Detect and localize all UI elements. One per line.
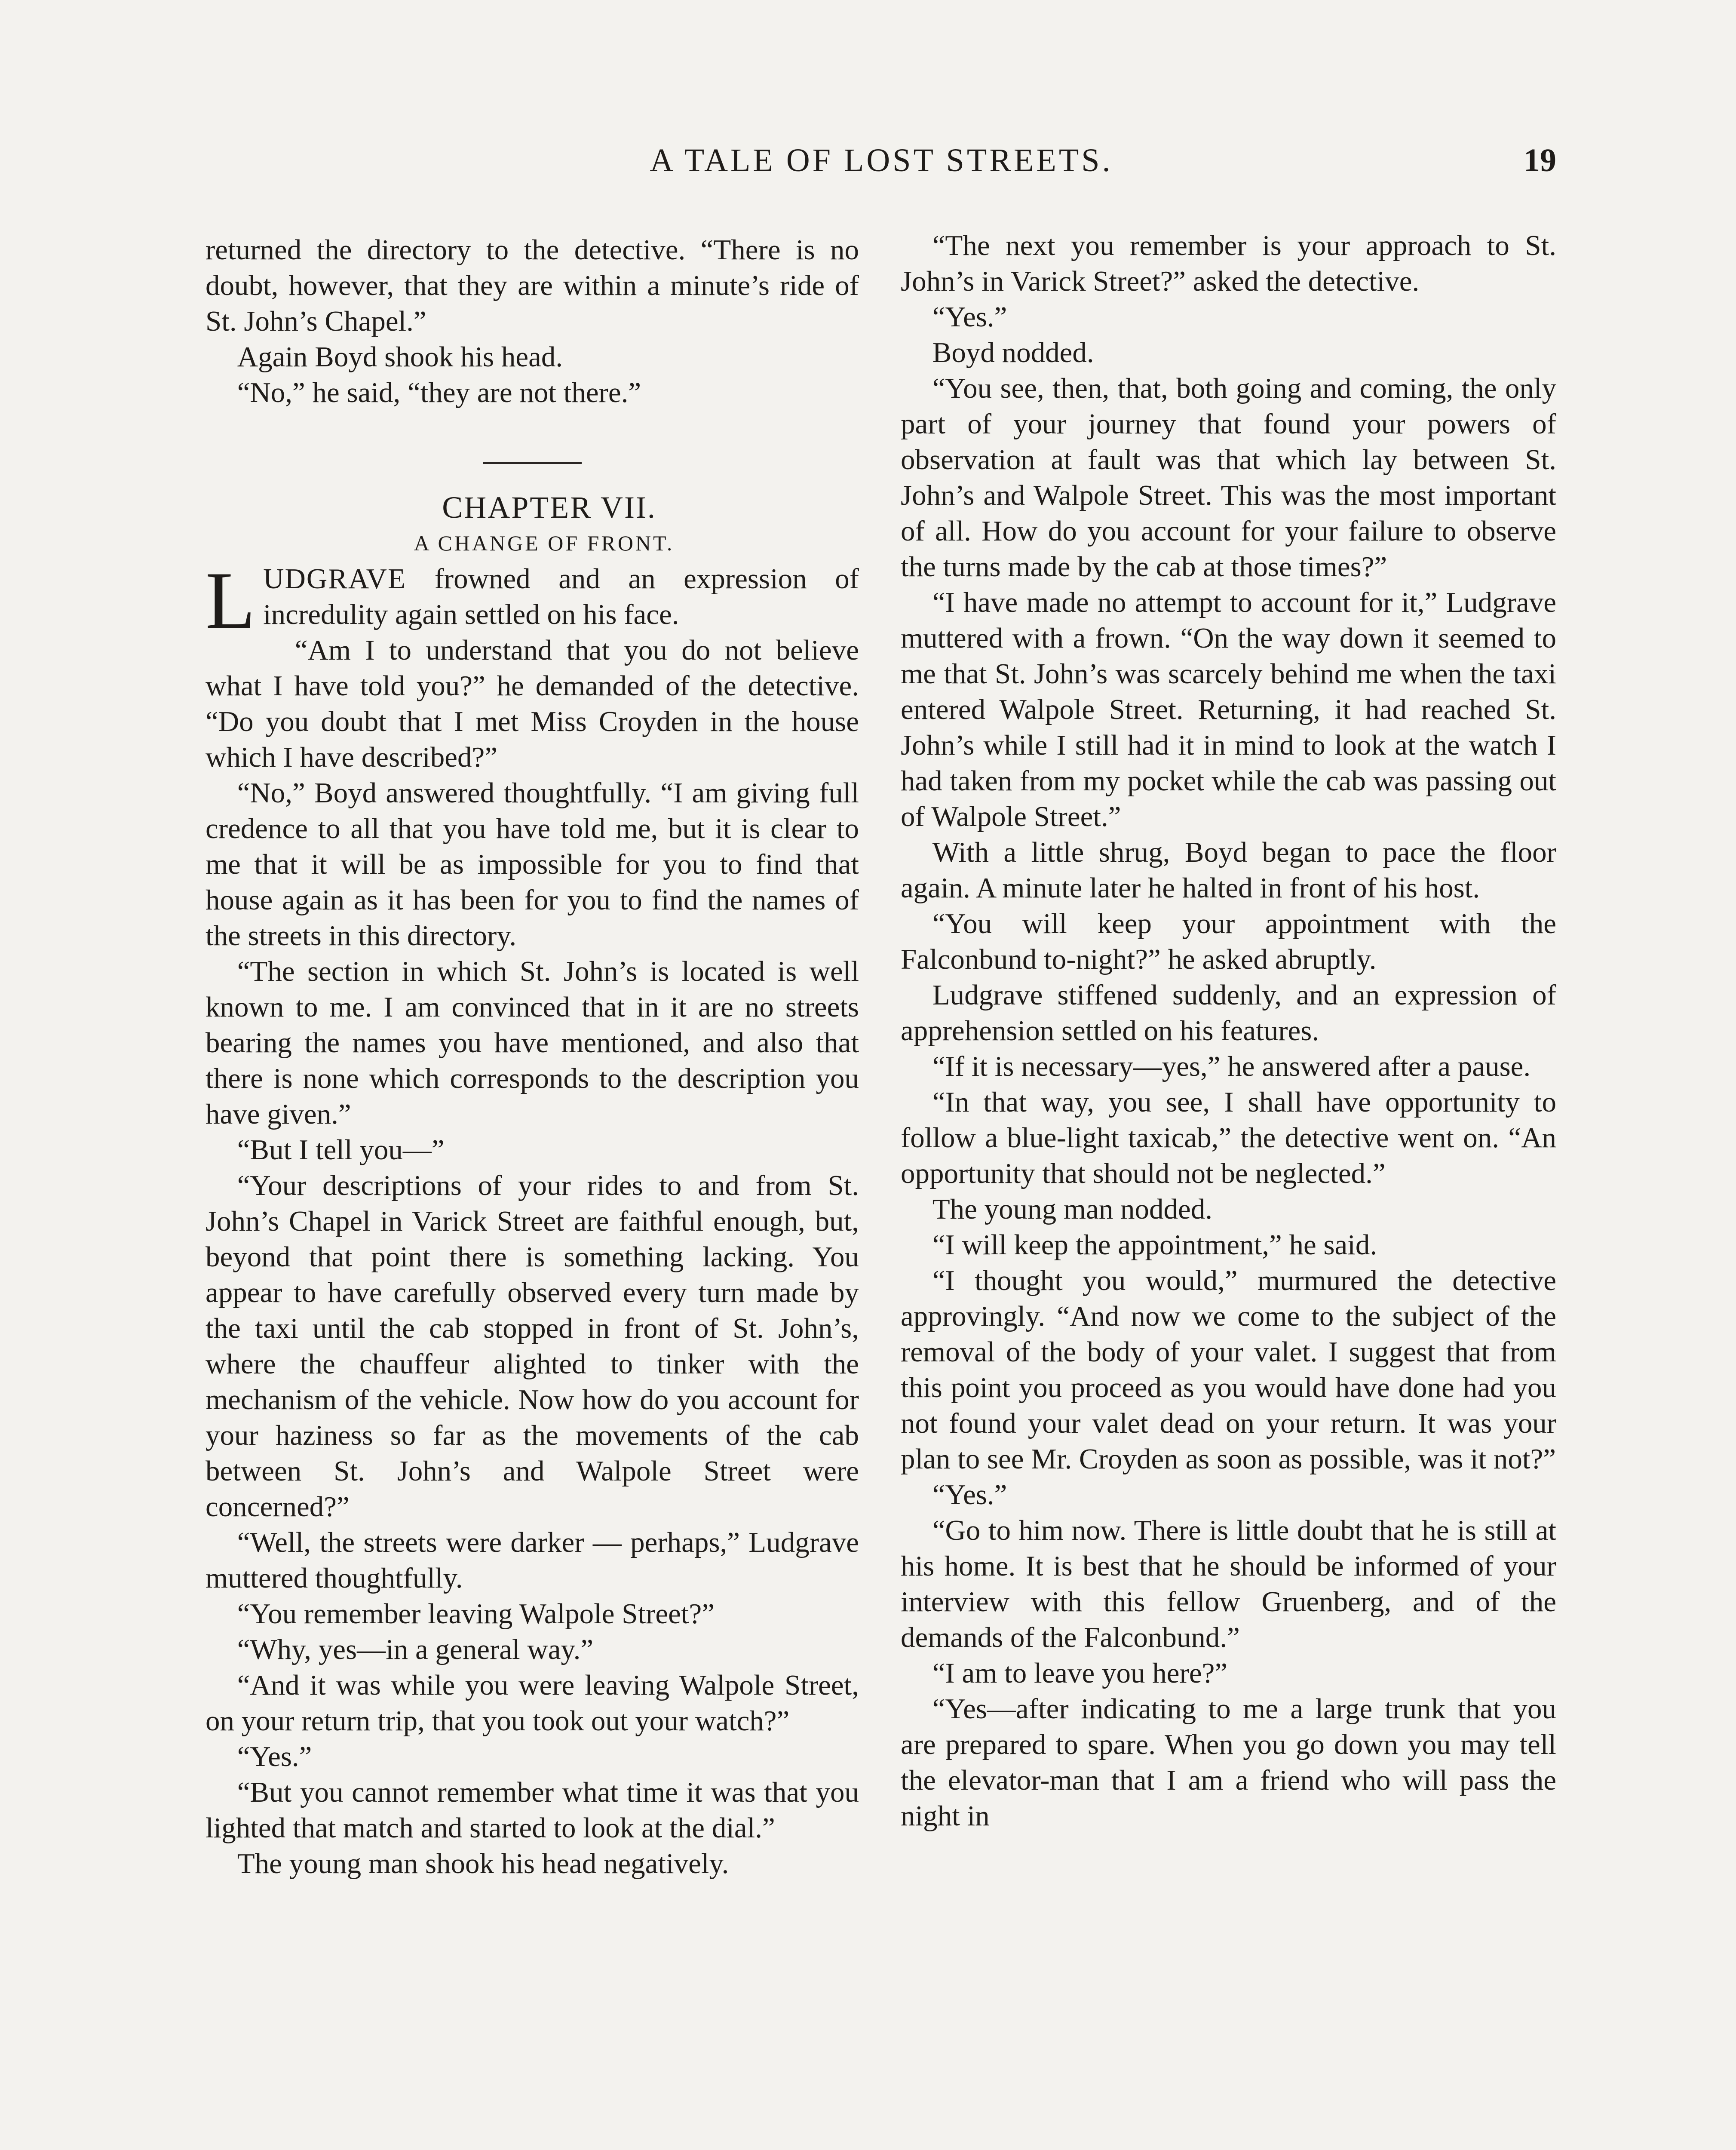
- paragraph: “You remember leaving Walpole Street?”: [237, 1598, 715, 1630]
- chapter-title: CHAPTER VII.: [442, 490, 656, 525]
- paragraph: “Go to him now. There is little doubt that he is still at his home. It is best that he should be informed of your interview with this fellow Gruenberg, and of the demands of the Falconbund.”: [901, 1514, 1556, 1653]
- paragraph: “Am I to understand that you do not believe what I have told you?” he demanded of the detective. “Do you doubt that I met Miss Croyden in the house which I have described?”: [205, 634, 859, 773]
- paragraph: “I will keep the appointment,” he said.: [932, 1229, 1377, 1261]
- paragraph: “The section in which St. John’s is located is well known to me. I am convinced that in it are no streets bearing the names you have mentioned, and also that there is none which corresponds to the description you have given.”: [205, 955, 859, 1130]
- paragraph: “Why, yes—in a general way.”: [237, 1634, 594, 1665]
- chapter-opening-paragraph: [205, 556, 859, 646]
- paragraph: Again Boyd shook his head.: [237, 341, 563, 373]
- paragraph: “No,” he said, “they are not there.”: [237, 377, 641, 408]
- paragraph: “Yes.”: [932, 1479, 1007, 1511]
- paragraph: “Yes.”: [932, 301, 1007, 333]
- paragraph: “The next you remember is your approach to St. John’s in Varick Street?” asked the detective.: [901, 230, 1556, 297]
- paragraph: “I thought you would,” murmured the detective approvingly. “And now we come to the subject of the removal of the body of your valet. I suggest that from this point you proceed as you would have done had you not found your valet dead on your return. It was your plan to see Mr. Croyden as soon as possible, was it not?”: [901, 1265, 1556, 1475]
- paragraph: “You will keep your appointment with the Falconbund to-night?” he asked abruptly.: [901, 908, 1556, 975]
- paragraph: “And it was while you were leaving Walpole Street, on your return trip, that you took out your watch?”: [205, 1669, 859, 1737]
- chapter-subtitle: A CHANGE OF FRONT.: [414, 531, 675, 555]
- paragraph: “In that way, you see, I shall have opportunity to follow a blue-light taxicab,” the detective went on. “An opportunity that should not be neglected.”: [901, 1086, 1556, 1189]
- section-divider: [483, 462, 582, 464]
- paragraph: “But I tell you—”: [237, 1134, 445, 1166]
- paragraph: “I have made no attempt to account for it,” Ludgrave muttered with a frown. “On the way down it seemed to me that St. John’s was scarcely behind me when the taxi entered Walpole Street. Returning, it had reached St. John’s while I still had it in mind to look at the watch I had taken from my pocket while the cab was passing out of Walpole Street.”: [901, 587, 1556, 832]
- paragraph: With a little shrug, Boyd began to pace the floor again. A minute later he halted in front of his host.: [901, 836, 1556, 904]
- paragraph: “Your descriptions of your rides to and from St. John’s Chapel in Varick Street are faithful enough, but, beyond that point there is something lacking. You appear to have carefully observed every turn made by the taxi until the cab stopped in front of St. John’s, where the chauffeur alighted to tinker with the mechanism of the vehicle. Now how do you account for your haziness so far as the movements of the cab between St. John’s and Walpole Street were concerned?”: [205, 1170, 859, 1523]
- paragraph: returned the directory to the detective. “There is no doubt, however, that they are within a minute’s ride of St. John’s Chapel.”: [205, 234, 859, 337]
- running-title: A TALE OF LOST STREETS.: [650, 142, 1113, 178]
- right-column: [901, 228, 1556, 1834]
- drop-cap: L: [205, 556, 256, 646]
- left-column: [205, 232, 859, 1882]
- paragraph: Ludgrave stiffened suddenly, and an expression of apprehension settled on his features.: [901, 979, 1556, 1047]
- paragraph: “I am to leave you here?”: [932, 1657, 1228, 1689]
- paragraph: “If it is necessary—yes,” he answered after a pause.: [932, 1050, 1531, 1082]
- paragraph: “You see, then, that, both going and coming, the only part of your journey that found your powers of observation at fault was that which lay between St. John’s and Walpole Street. This was the most important of all. How do you account for your failure to observe the turns made by the cab at those times?”: [901, 372, 1556, 583]
- paragraph: The young man shook his head negatively.: [237, 1848, 729, 1880]
- page-number: 19: [1524, 142, 1556, 178]
- opening-text: frowned and an expression of incredulity again settled on his face.: [263, 563, 859, 630]
- opening-word: UDGRAVE: [263, 563, 406, 595]
- paragraph: “Yes—after indicating to me a large trunk that you are prepared to spare. When you go down you may tell the elevator-man that I am a friend who will pass the night in: [901, 1693, 1556, 1832]
- paragraph: “Well, the streets were darker — perhaps,” Ludgrave muttered thoughtfully.: [205, 1526, 859, 1594]
- paragraph: “But you cannot remember what time it was that you lighted that match and started to look at the dial.”: [205, 1776, 859, 1844]
- running-head: [206, 142, 1556, 189]
- paragraph: Boyd nodded.: [932, 337, 1094, 369]
- paragraph: “No,” Boyd answered thoughtfully. “I am giving full credence to all that you have told me, but it is clear to me that it will be as impossible for you to find that house again as it has been for you to find the names of the streets in this directory.: [205, 777, 859, 952]
- paragraph: The young man nodded.: [932, 1193, 1212, 1225]
- paragraph: “Yes.”: [237, 1741, 312, 1772]
